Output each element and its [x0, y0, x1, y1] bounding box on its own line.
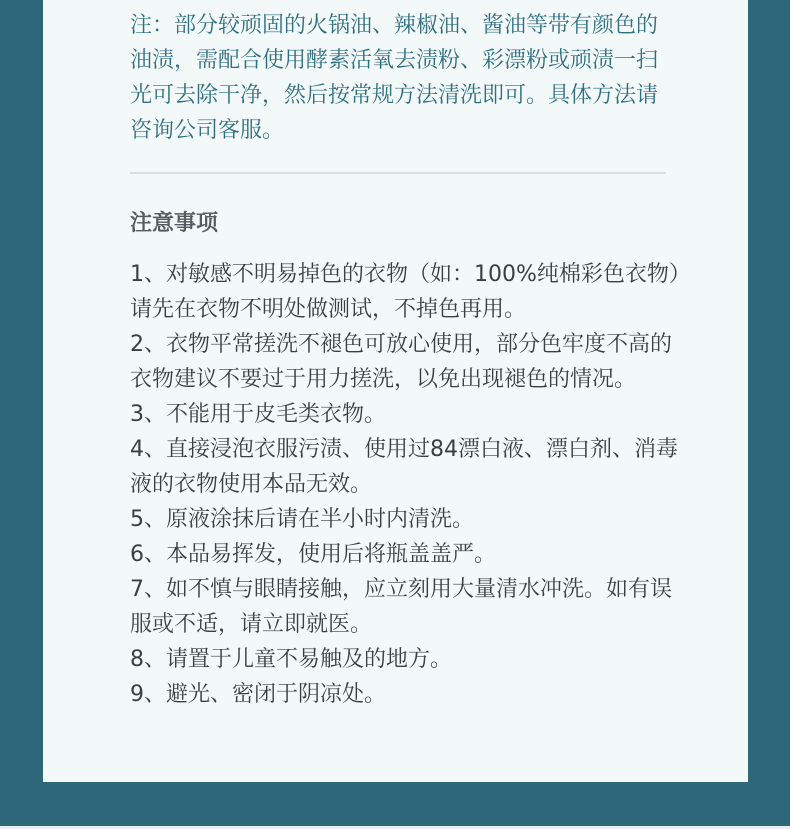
precaution-item: 5、原液涂抹后请在半小时内清洗。 — [130, 507, 474, 532]
precaution-item: 1、对敏感不明易掉色的衣物（如：100%纯棉彩色衣物）请先在衣物不明处做测试，不掉色再用。 — [130, 262, 680, 322]
precaution-item: 4、直接浸泡衣服污渍、使用过84漂白液、漂白剂、消毒液的衣物使用本品无效。 — [130, 437, 678, 497]
precaution-item: 2、衣物平常搓洗不褪色可放心使用，部分色牢度不高的衣物建议不要过于用力搓洗，以免出现褪色的情况。 — [130, 332, 672, 392]
precaution-item: 8、请置于儿童不易触及的地方。 — [130, 647, 452, 672]
precautions-list — [130, 257, 685, 712]
precaution-item: 6、本品易挥发，使用后将瓶盖盖严。 — [130, 542, 496, 567]
precautions-title: 注意事项 — [130, 211, 219, 236]
stain-note: 注：部分较顽固的火锅油、辣椒油、酱油等带有颜色的油渍，需配合使用酵素活氧去渍粉、彩漂粉或顽渍一扫光可去除干净，然后按常规方法清洗即可。具体方法请咨询公司客服。 — [130, 13, 659, 143]
precaution-item: 3、不能用于皮毛类衣物。 — [130, 402, 386, 427]
section-divider — [130, 172, 666, 174]
precaution-item: 9、避光、密闭于阴凉处。 — [130, 682, 386, 707]
precaution-item: 7、如不慎与眼睛接触，应立刻用大量清水冲洗。如有误服或不适，请立即就医。 — [130, 577, 672, 637]
